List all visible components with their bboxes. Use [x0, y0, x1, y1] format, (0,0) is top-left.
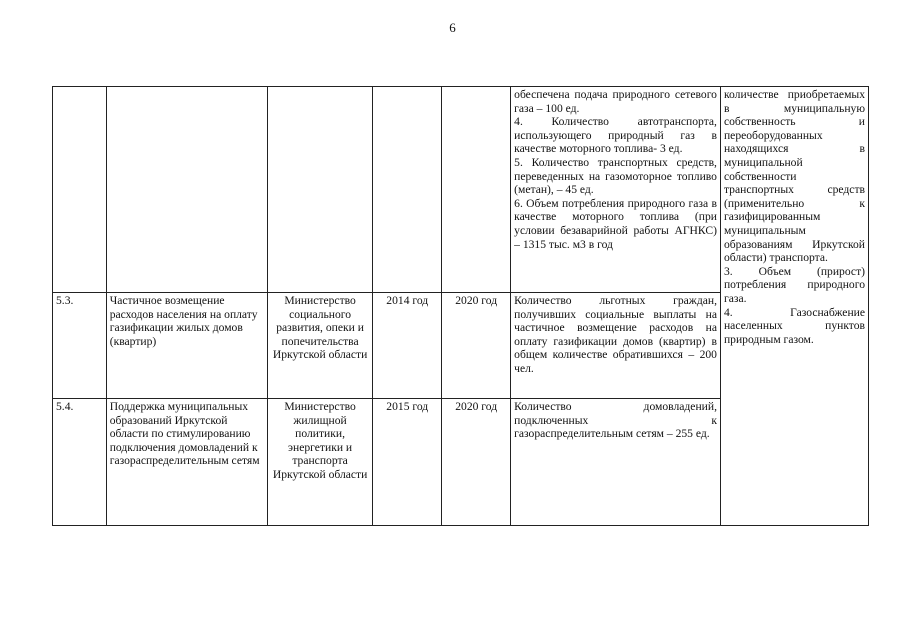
- program-table: [52, 86, 869, 526]
- effect-item: количестве приобретаемых в муниципальную собственность и переоборудованных находящихся в муниципальной собственности транспортных средств (применительно к газифицированным муниципальным образованиям Иркутской области) транспорта.: [723, 88, 865, 265]
- result-item: обеспечена подача природного сетевого газа – 100 ед.: [514, 88, 717, 115]
- effect-indicators: [720, 87, 868, 526]
- row-number: [53, 87, 107, 293]
- row-number: 5.4.: [53, 399, 107, 526]
- start-year: 2014 год: [373, 293, 442, 399]
- measure-name: [106, 87, 267, 293]
- end-year: 2020 год: [442, 293, 511, 399]
- expected-result: [511, 293, 721, 399]
- measure-name: Поддержка муниципальных образований Иркутской области по стимулированию подключения домовладений к газораспределительным сетям: [106, 399, 267, 526]
- table-row: [53, 87, 869, 293]
- executor: Министерство социального развития, опеки и попечительства Иркутской области: [267, 293, 372, 399]
- result-item: Количество льготных граждан, получивших социальные выплаты на частичное возмещение расходов на оплату газификации домов (квартир) в общем количестве обратившихся – 200 чел.: [514, 294, 717, 375]
- executor: Министерство жилищной политики, энергетики и транспорта Иркутской области: [267, 399, 372, 526]
- expected-result: [511, 399, 721, 526]
- effect-item: 4. Газоснабжение населенных пунктов природным газом.: [723, 305, 865, 346]
- page-number: 6: [449, 20, 456, 35]
- result-item: 6. Объем потребления природного газа в качестве моторного топлива (при условии безаварийной работы АГНКС) – 1315 тыс. м3 в год: [514, 196, 717, 251]
- end-year: 2020 год: [442, 399, 511, 526]
- effect-item: 3. Объем (прирост) потребления природного газа.: [723, 264, 865, 305]
- expected-result: [511, 87, 721, 293]
- start-year: 2015 год: [373, 399, 442, 526]
- row-number: 5.3.: [53, 293, 107, 399]
- end-year: [442, 87, 511, 293]
- start-year: [373, 87, 442, 293]
- measure-name: Частичное возмещение расходов населения на оплату газификации жилых домов (квартир): [106, 293, 267, 399]
- result-item: 4. Количество автотранспорта, использующего природный газ в качестве моторного топлива- 3 ед.: [514, 115, 717, 156]
- result-item: Количество домовладений, подключенных к газораспределительным сетям – 255 ед.: [514, 400, 717, 441]
- result-item: 5. Количество транспортных средств, переведенных на газомоторное топливо (метан), – 45 ед.: [514, 155, 717, 197]
- executor: [267, 87, 372, 293]
